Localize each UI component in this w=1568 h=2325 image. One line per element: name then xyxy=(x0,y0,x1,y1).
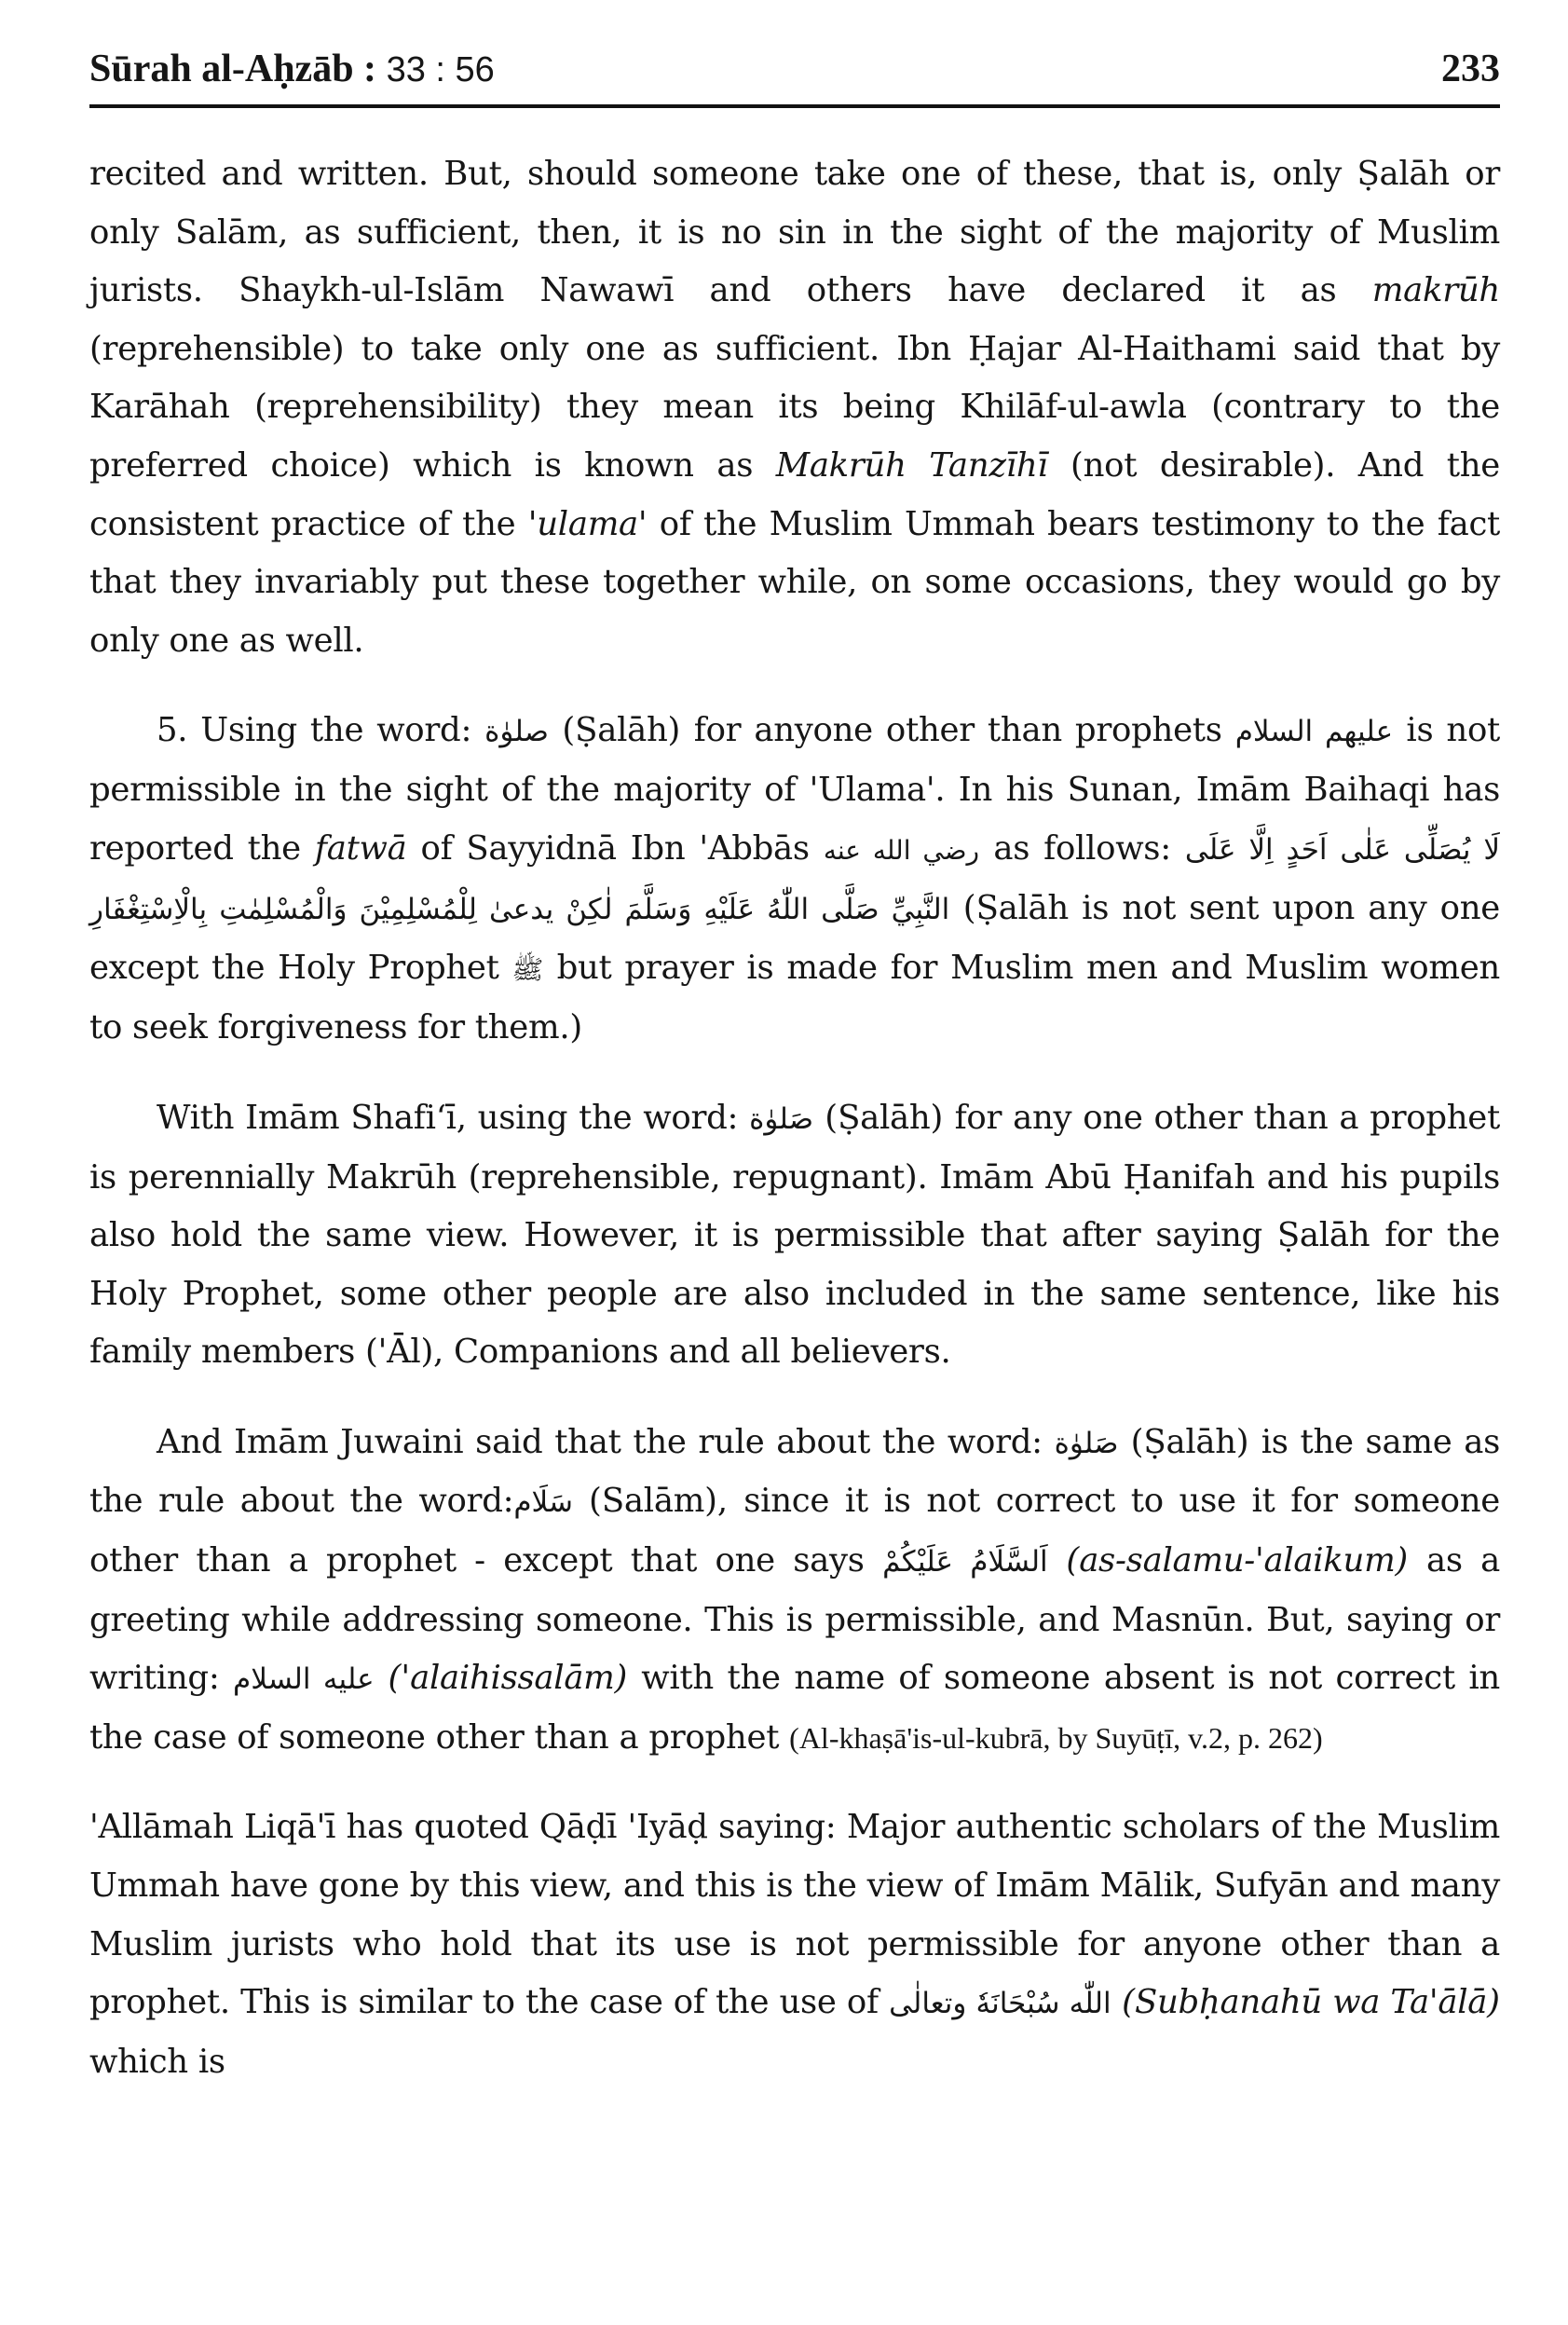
text-run xyxy=(1048,1541,1067,1580)
text-run: (Salām), since it is not correct to use it for someone other than a prophet - except that one says xyxy=(89,1482,1501,1580)
arabic-text: اللّٰه سُبْحَانَهٗ وتعالٰى xyxy=(889,1987,1111,2021)
arabic-text: لَا يُصَلِّى عَلٰى اَحَدٍ اِلَّا عَلَى النَّبِيِّ صَلَّى اللّٰهُ عَلَيْهِ وَسَلَّمَ لٰكِنْ يدعىٰ لِلْمُسْلِمِيْنَ وَالْمُسْلِمٰتِ بِالْاِسْتِغْفَارِ xyxy=(89,832,1501,927)
text-run: of the Muslim Ummah bears testimony to the fact that they invariably put these together while, on some occasions, they would go by only one as well. xyxy=(89,504,1500,660)
italic-term: (as-salamu-'alaikum) xyxy=(1066,1541,1409,1580)
italic-term: makrūh xyxy=(1371,271,1500,310)
paragraph-imam-shafii xyxy=(89,1089,1500,1382)
arabic-text: عليهم السلام xyxy=(1234,715,1394,749)
text-run: which is xyxy=(89,2042,225,2081)
citation: (Al-khaṣā'is-ul-kubrā, by Suyūṭī, v.2, p. 262) xyxy=(789,1720,1323,1755)
honorific-glyph: رضي الله عنه xyxy=(823,834,980,866)
italic-term: ('alaihissalām) xyxy=(388,1659,628,1698)
text-run: of Sayyidnā Ibn 'Abbās xyxy=(406,828,824,868)
text-run: (Ṣalāh is not sent upon any one except the Holy Prophet xyxy=(89,889,1500,987)
text-run: with the name of someone absent is not correct in the case of someone other than a prophet xyxy=(89,1659,1500,1757)
text-run: is not permissible in the sight of the majority of 'Ulama'. In his Sunan, Imām Baihaqi has reported the xyxy=(89,711,1501,868)
page-body xyxy=(89,145,1500,2123)
arabic-text: سَلَام xyxy=(513,1485,573,1520)
text-run: (Ṣalāh) for anyone other than prophets xyxy=(549,711,1235,750)
text-run: (Ṣalāh) for any one other than a prophet is perennially Makrūh (reprehensible, repugnant). Imām Abū Ḥanifah and his pupils also hold the same view. However, it is permissible that after saying Ṣalāh for the Holy Prophet, some other people are also included in the same sentence, like his family members ('Āl), Companions and all believers. xyxy=(89,1098,1500,1372)
paragraph-continued xyxy=(89,145,1500,670)
text-run xyxy=(375,1659,389,1697)
paragraph-point-5 xyxy=(89,702,1500,1058)
text-run: 5. Using the word: xyxy=(157,711,485,750)
arabic-text: عليه السلام xyxy=(233,1662,375,1697)
book-page xyxy=(89,41,1501,2081)
text-run: (Ṣalāh) is the same as the rule about the word: xyxy=(89,1422,1500,1521)
text-run: And Imām Juwaini said that the rule about the word: xyxy=(157,1422,1055,1461)
running-header xyxy=(89,41,1500,103)
arabic-text: صَلوٰة xyxy=(749,1101,814,1136)
header-rule xyxy=(89,104,1500,108)
honorific-glyph: ﷺ xyxy=(511,953,544,985)
page-number: 233 xyxy=(1441,48,1500,90)
italic-term: fatwā xyxy=(314,828,407,868)
paragraph-imam-juwaini xyxy=(89,1414,1500,1768)
text-run: but prayer is made for Muslim men and Muslim women to seek forgiveness for them.) xyxy=(89,948,1500,1047)
text-run: 'Allāmah Liqā'ī has quoted Qāḍī 'Iyāḍ saying: Major authentic scholars of the Muslim Ummah have gone by this view, and this is the view of Imām Mālik, Sufyān and many Muslim jurists who hold that its use is not permissible for anyone other than a prophet. This is similar to the case of the use of xyxy=(89,1808,1500,2022)
verse-reference: 33 : 56 xyxy=(386,50,495,89)
surah-title xyxy=(89,47,495,91)
text-run: (not desirable). And the consistent practice of the xyxy=(89,445,1500,543)
italic-term: 'ulama' xyxy=(527,504,648,543)
text-run: recited and written. But, should someone take one of these, that is, only Ṣalāh or only Salām, as sufficient, then, it is no sin in the sight of the majority of Muslim jurists. Shaykh-ul-Islām Nawawī and others have declared it as xyxy=(89,155,1500,310)
arabic-text: صلوٰة xyxy=(484,715,549,749)
text-run xyxy=(1111,1983,1123,2021)
paragraph-allamah-liqai xyxy=(89,1798,1500,2091)
italic-term: (Subḥanahū wa Ta'ālā) xyxy=(1122,1983,1501,2022)
text-run: With Imām Shafiʻī, using the word: xyxy=(157,1098,750,1137)
text-run: as follows: xyxy=(979,828,1185,868)
italic-term: Makrūh Tanzīhī xyxy=(775,445,1048,485)
surah-name: Sūrah al-Aḥzāb : xyxy=(89,48,377,90)
arabic-text: اَلسَّلَامُ عَلَيْكُمْ xyxy=(882,1545,1048,1580)
text-run: (reprehensible) to take only one as sufficient. Ibn Ḥajar Al-Haithami said that by Karāhah (reprehensibility) they mean its being Khilāf-ul-awla (contrary to the preferred choice) which is known as xyxy=(89,329,1500,485)
arabic-text: صَلوٰة xyxy=(1054,1426,1119,1460)
text-run: as a greeting while addressing someone. This is permissible, and Masnūn. But, saying or writing: xyxy=(89,1541,1501,1698)
